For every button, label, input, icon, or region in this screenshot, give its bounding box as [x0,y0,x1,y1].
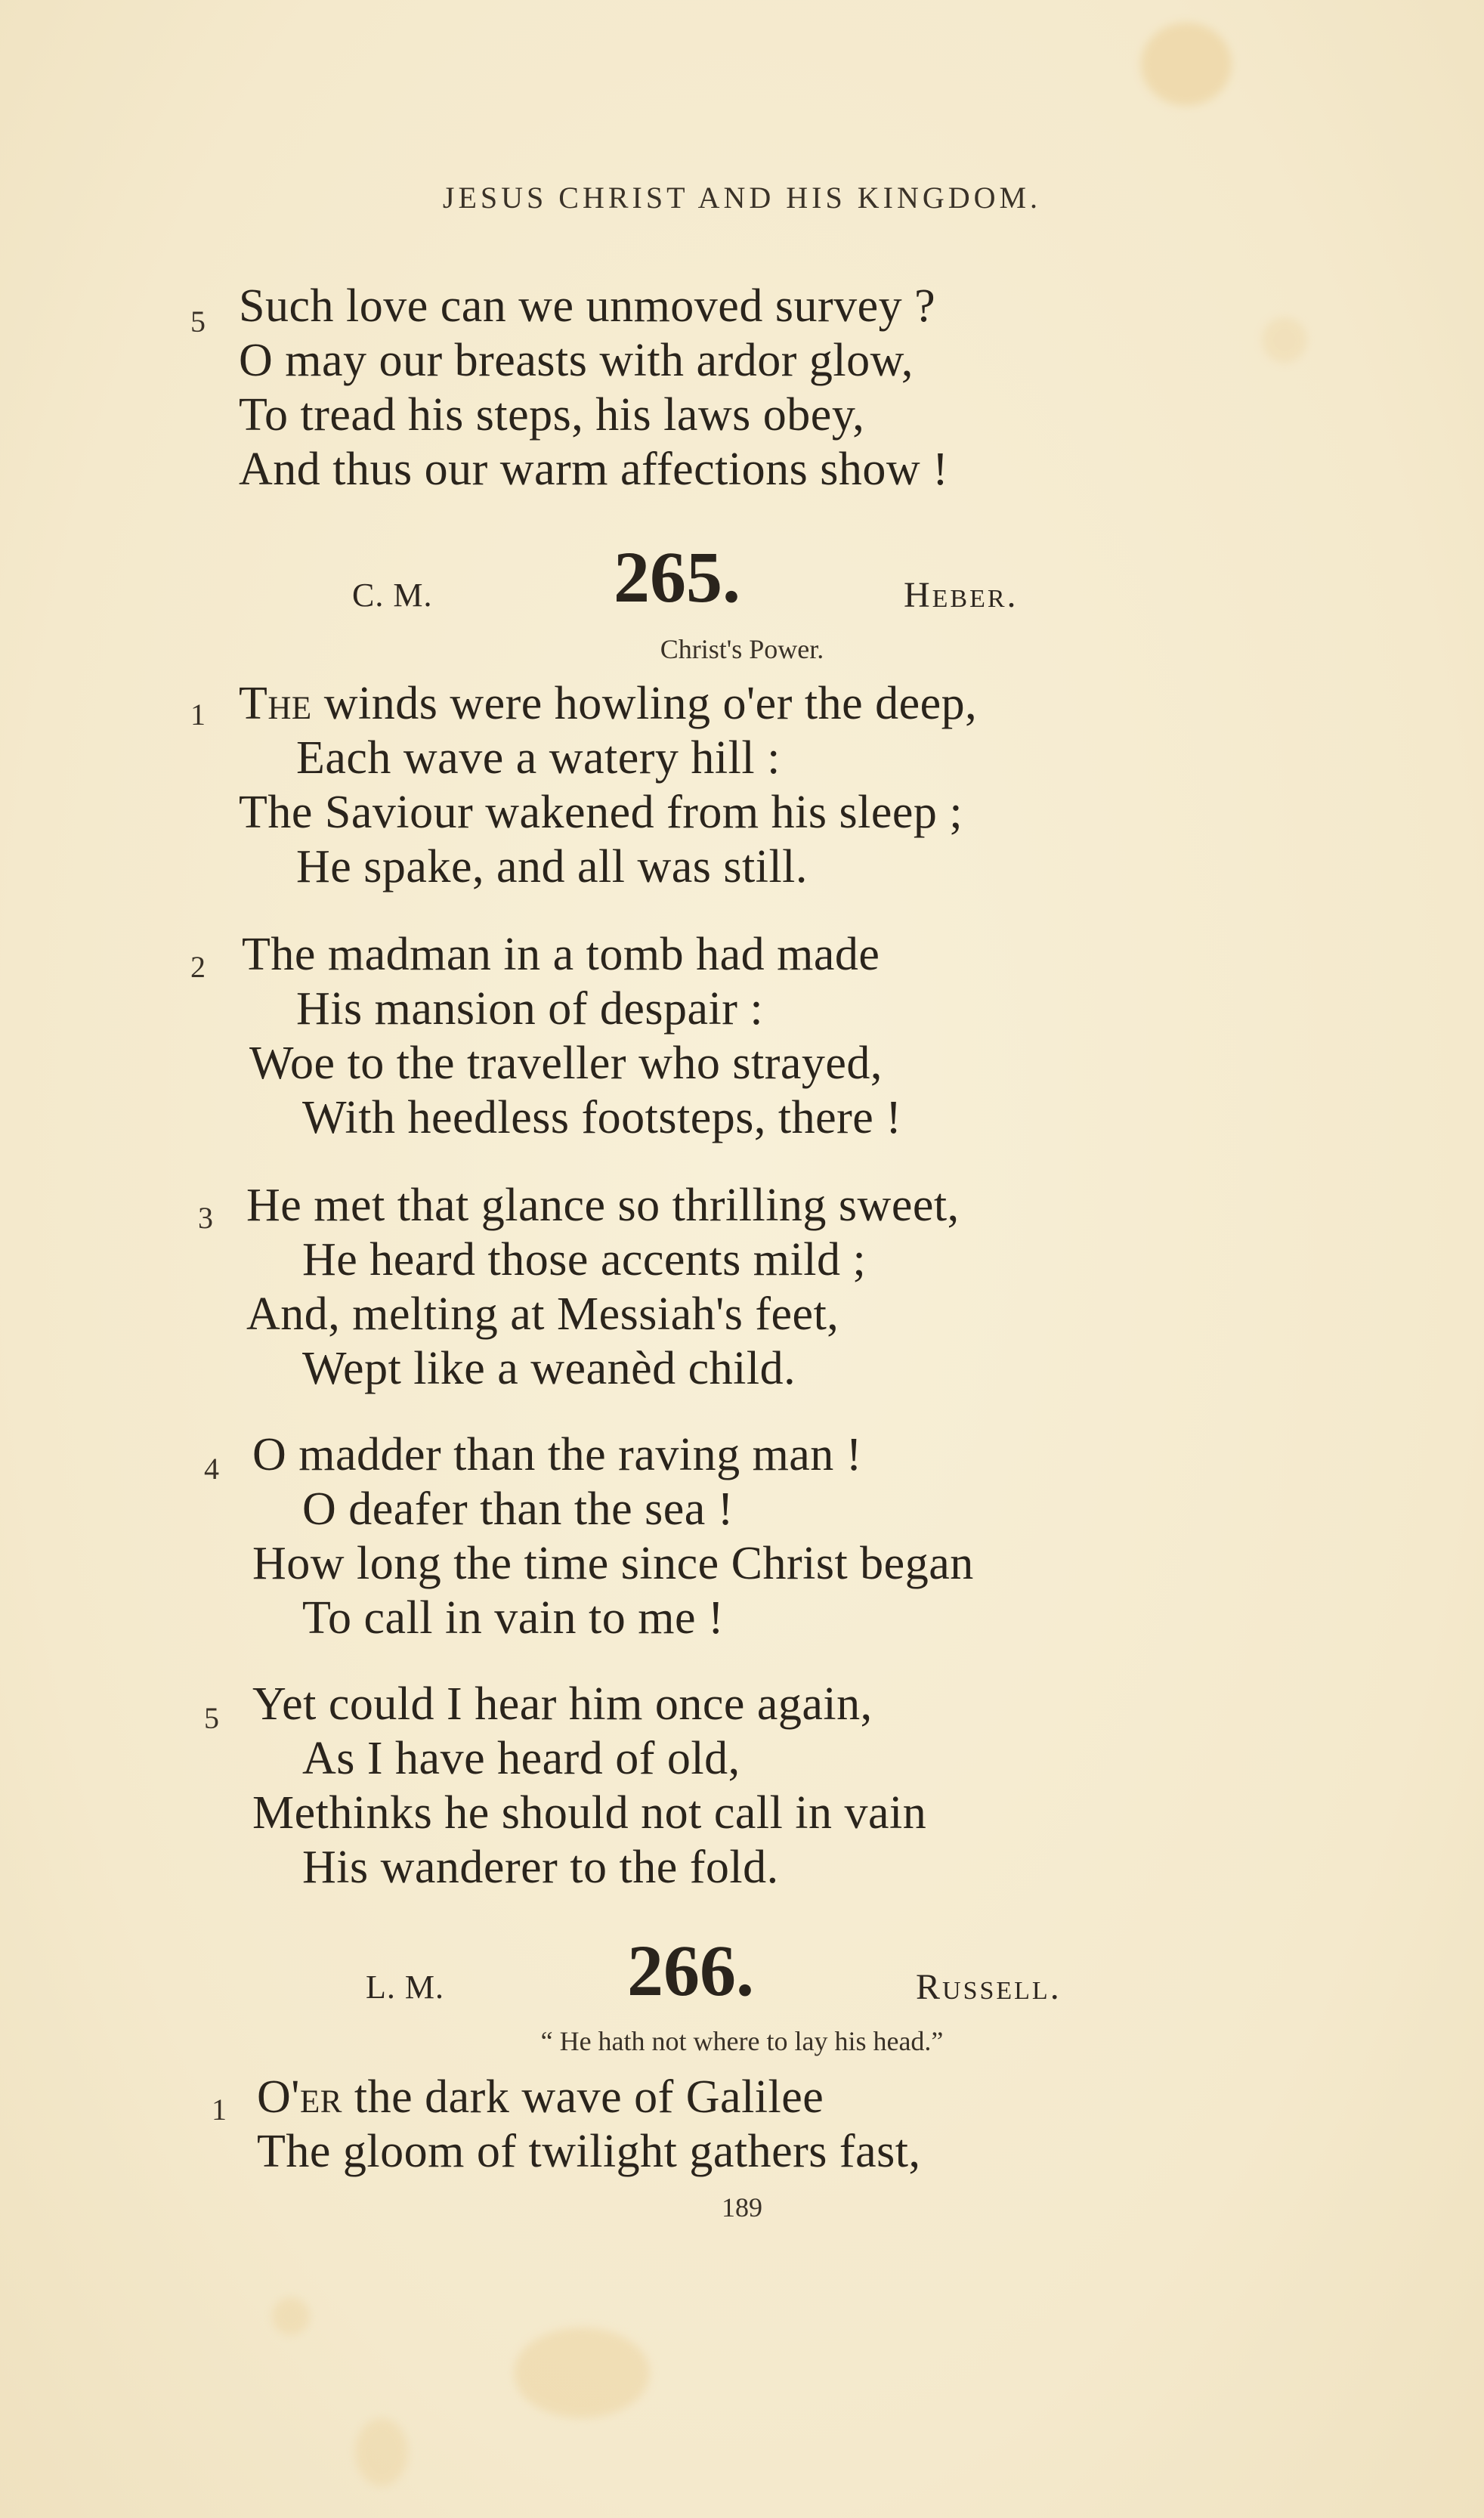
page-number: 189 [722,2192,762,2223]
verse-line: To tread his steps, his laws obey, [239,389,865,441]
hymn-tune: Heber. [904,575,1019,615]
verse-line: Yet could I hear him once again, [252,1678,873,1730]
verse-line: He heard those accents mild ; [302,1234,867,1285]
hymn-meter: C. M. [352,577,433,614]
verse-line: His wanderer to the fold. [302,1842,779,1893]
first-word: O'er [257,2071,342,2123]
verse-line: Such love can we unmoved survey ? [239,280,936,332]
verse-number: 3 [198,1201,213,1235]
verse-line: His mansion of despair : [296,983,764,1035]
verse-line-rest: winds were howling o'er the deep, [311,678,978,729]
verse-line: He met that glance so thrilling sweet, [246,1180,960,1231]
hymn-meter: L. M. [366,1969,444,2006]
hymn-number: 266. [627,1930,754,2011]
verse-number: 2 [190,950,206,984]
verse-line: As I have heard of old, [302,1733,740,1784]
verse-number: 5 [204,1701,219,1735]
hymn-subtitle: Christ's Power. [660,634,824,664]
paper-stain [1262,317,1307,363]
verse-line [257,2071,824,2124]
verse-number: 4 [204,1452,219,1486]
verse-line: And, melting at Messiah's feet, [246,1288,839,1340]
verse-line: Each wave a watery hill : [296,732,781,784]
running-head: JESUS CHRIST AND HIS KINGDOM. [442,181,1042,215]
paper-stain [514,2328,650,2418]
hymn-tune: Russell. [916,1967,1062,2007]
verse-line: With heedless footsteps, there ! [302,1092,902,1143]
paper-stain [1141,23,1232,106]
hymn-subtitle: “ He hath not where to lay his head.” [540,2026,944,2056]
verse-line: And thus our warm affections show ! [239,444,949,495]
verse-number: 5 [190,305,206,339]
verse-line: He spake, and all was still. [296,841,808,892]
verse-number: 1 [212,2093,227,2127]
verse-line: O may our breasts with ardor glow, [239,335,914,386]
verse-line: The madman in a tomb had made [242,929,880,980]
verse-line: How long the time since Christ began [252,1538,974,1589]
verse-line: Methinks he should not call in vain [252,1787,927,1839]
verse-line: Woe to the traveller who strayed, [249,1038,883,1089]
verse-line: O madder than the raving man ! [252,1429,862,1480]
paper-stain [272,2297,310,2335]
first-word: The [239,678,312,729]
verse-line-rest: the dark wave of Galilee [342,2071,824,2123]
verse-line: O deafer than the sea ! [302,1483,734,1535]
verse-number: 1 [190,698,206,732]
verse-line: Wept like a weanèd child. [302,1343,796,1394]
verse-line [239,677,977,731]
hymn-number: 265. [614,537,740,617]
paper-stain [355,2418,408,2486]
verse-line: The gloom of twilight gathers fast, [257,2126,921,2177]
verse-line: To call in vain to me ! [302,1592,725,1644]
verse-line: The Saviour wakened from his sleep ; [239,787,963,838]
